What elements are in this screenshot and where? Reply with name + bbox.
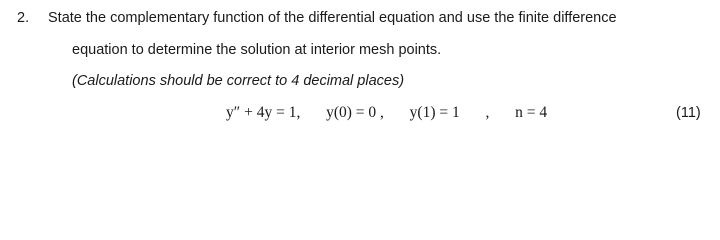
boundary-condition-1: y(0) = 0 , — [326, 104, 384, 121]
marks-label: (11) — [676, 105, 701, 121]
differential-equation — [226, 103, 547, 123]
question-number: 2. — [17, 10, 30, 26]
mesh-parameter: n = 4 — [515, 104, 548, 121]
equation-separator: , — [485, 104, 490, 121]
question-text-line-1: State the complementary function of the differential equation and use the finite difference — [48, 10, 617, 26]
ode-expression: y″ + 4y = 1, — [226, 104, 301, 121]
boundary-condition-2: y(1) = 1 — [409, 104, 460, 121]
question-text-line-2: equation to determine the solution at interior mesh points. — [72, 42, 442, 58]
question-note: (Calculations should be correct to 4 decimal places) — [72, 73, 405, 89]
